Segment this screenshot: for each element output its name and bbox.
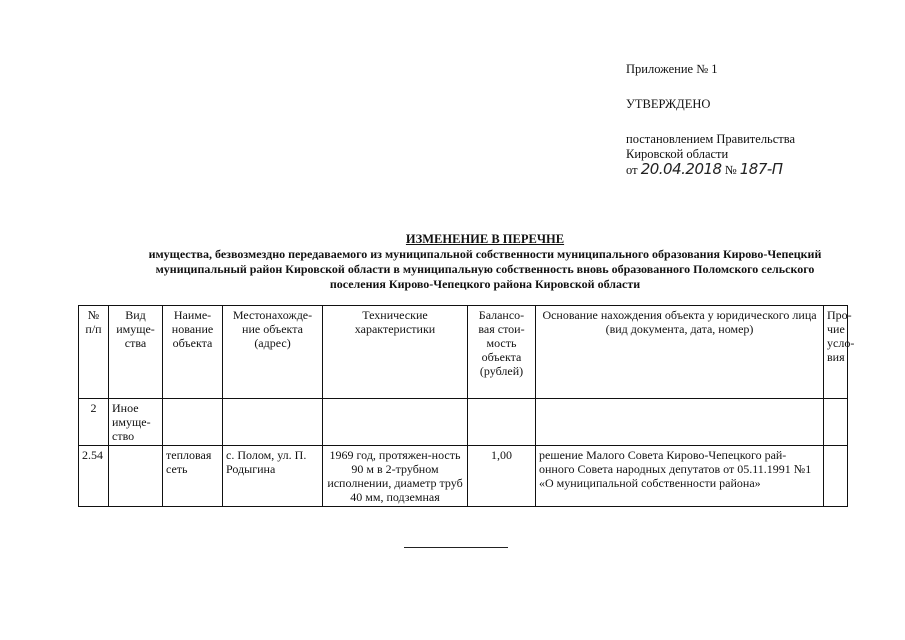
approval-block	[626, 62, 795, 178]
title-line-2: муниципальный район Кировской области в муниципальную собственность вновь образованного Поломского сельского	[155, 262, 815, 276]
property-table	[78, 305, 855, 507]
header-other: Про-чие усло-вия	[824, 306, 848, 399]
header-technical: Технические характеристики	[323, 306, 468, 399]
item-technical: 1969 год, протяжен-ность 90 м в 2-трубном исполнении, диаметр труб 40 мм, подземная	[323, 446, 468, 507]
group-number: 2	[79, 399, 109, 446]
approved-label: УТВЕРЖДЕНО	[626, 97, 711, 111]
header-basis: Основание нахождения объекта у юридического лица (вид документа, дата, номер)	[536, 306, 824, 399]
table-header-row	[79, 306, 848, 399]
title-line-3: поселения Кирово-Чепецкого района Кировской области	[329, 277, 641, 291]
decree-line-2: Кировской области	[626, 147, 729, 161]
handwritten-date: 20.04.2018	[640, 160, 722, 178]
header-kind: Вид имуще-ства	[109, 306, 163, 399]
header-address: Местонахожде-ние объекта (адрес)	[223, 306, 323, 399]
date-prefix: от	[626, 163, 638, 177]
decree-line-1: постановлением Правительства	[626, 132, 796, 146]
table-row	[79, 399, 848, 446]
item-basis: решение Малого Совета Кирово-Чепецкого рай-онного Совета народных депутатов от 05.11.1991 №1 «О муниципальной собственности района»	[536, 446, 824, 507]
item-kind	[109, 446, 163, 507]
item-address: с. Полом, ул. П. Родыгина	[223, 446, 323, 507]
table-row	[79, 446, 848, 507]
item-number: 2.54	[79, 446, 109, 507]
group-kind: Иное имуще-ство	[109, 399, 163, 446]
handwritten-number: 187-П	[739, 160, 783, 178]
end-separator-line	[404, 547, 508, 548]
item-cost: 1,00	[468, 446, 536, 507]
number-prefix: №	[724, 163, 737, 177]
item-name: тепловая сеть	[163, 446, 223, 507]
item-other	[824, 446, 848, 507]
header-name: Наиме-нование объекта	[163, 306, 223, 399]
title-line-1: имущества, безвозмездно передаваемого из муниципальной собственности муниципального образования Кирово-Чепецкий	[148, 247, 822, 261]
document-title	[110, 232, 860, 292]
header-cost: Балансо-вая стои-мость объекта (рублей)	[468, 306, 536, 399]
header-number: № п/п	[79, 306, 109, 399]
title-main: ИЗМЕНЕНИЕ В ПЕРЕЧНЕ	[405, 232, 565, 246]
decree-date-line	[626, 162, 795, 178]
appendix-label: Приложение № 1	[626, 62, 718, 76]
